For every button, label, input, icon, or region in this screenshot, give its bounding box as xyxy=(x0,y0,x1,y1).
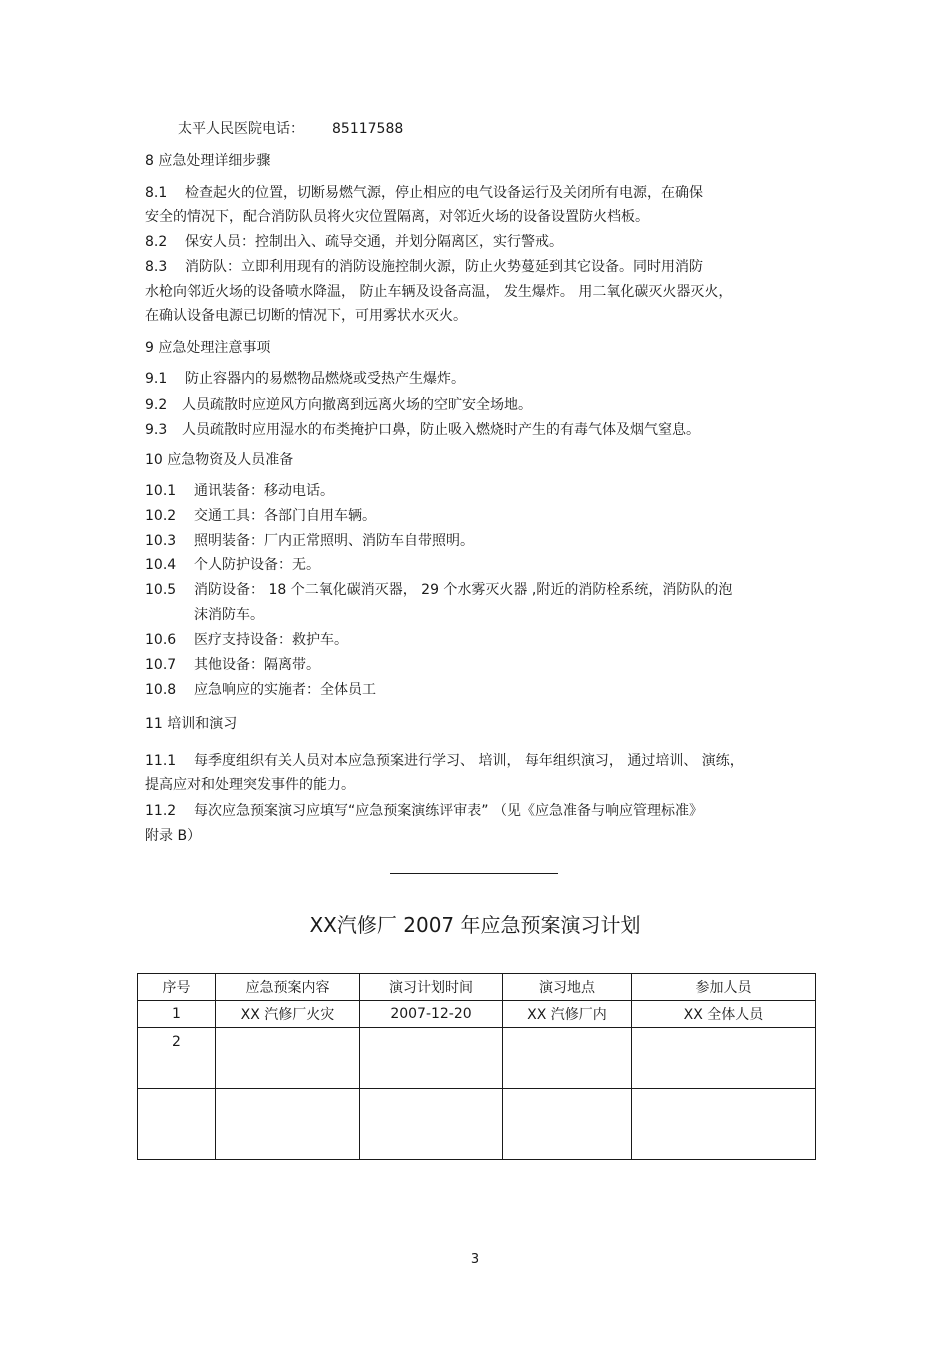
table-row xyxy=(138,1028,816,1089)
item-number: 8.3 xyxy=(145,259,168,275)
item-11-1-line-2: 提高应对和处理突发事件的能力。 xyxy=(145,777,355,793)
item-number: 10.1 xyxy=(145,483,177,499)
item-text: 其他设备：隔离带。 xyxy=(194,657,320,673)
cell-serial: 1 xyxy=(138,1001,216,1028)
item-number: 9.3 xyxy=(145,422,168,438)
header-serial: 序号 xyxy=(138,974,216,1001)
separator-rule xyxy=(390,873,558,874)
cell-time: 2007-12-20 xyxy=(360,1001,503,1028)
cell-participants xyxy=(632,1089,816,1160)
header-time: 演习计划时间 xyxy=(360,974,503,1001)
item-8-2 xyxy=(145,232,563,252)
item-10-5-line-1 xyxy=(145,580,732,600)
item-text: 医疗支持设备：救护车。 xyxy=(194,632,348,648)
cell-serial xyxy=(138,1089,216,1160)
header-content: 应急预案内容 xyxy=(216,974,360,1001)
contact-phone: 85117588 xyxy=(332,121,404,137)
item-number: 9.1 xyxy=(145,371,168,387)
item-8-3-line-1 xyxy=(145,257,703,277)
item-number: 8.2 xyxy=(145,234,168,250)
item-text: 照明装备：厂内正常照明、消防车自带照明。 xyxy=(194,533,474,549)
item-number: 10.2 xyxy=(145,508,177,524)
item-text: 人员疏散时应用湿水的布类掩护口鼻，防止吸入燃烧时产生的有毒气体及烟气窒息。 xyxy=(182,422,700,438)
drill-plan-table xyxy=(137,973,816,1160)
cell-time xyxy=(360,1089,503,1160)
item-8-1-line-2: 安全的情况下，配合消防队员将火灾位置隔离，对邻近火场的设备设置防火档板。 xyxy=(145,209,649,225)
item-number: 9.2 xyxy=(145,397,168,413)
item-text: 消防队：立即利用现有的消防设施控制火源，防止火势蔓延到其它设备。同时用消防 xyxy=(185,259,703,275)
cell-content: XX 汽修厂火灾 xyxy=(216,1001,360,1028)
item-number: 8.1 xyxy=(145,185,168,201)
page-number: 3 xyxy=(470,1252,480,1267)
section-8-heading: 8 应急处理详细步骤 xyxy=(145,153,271,169)
item-10-8 xyxy=(145,680,376,700)
cell-content xyxy=(216,1089,360,1160)
item-number: 10.5 xyxy=(145,582,177,598)
item-text: 消防设备： 18 个二氧化碳消灭器， 29 个水雾灭火器 ,附近的消防栓系统，消防队的泡 xyxy=(194,582,733,598)
item-11-2-line-2: 附录 B） xyxy=(145,828,202,844)
table-header-row xyxy=(138,974,816,1001)
item-text: 每次应急预案演习应填写“应急预案演练评审表” （见《应急准备与响应管理标准》 xyxy=(194,803,703,819)
cell-location xyxy=(503,1089,632,1160)
cell-content xyxy=(216,1028,360,1089)
header-location: 演习地点 xyxy=(503,974,632,1001)
cell-time xyxy=(360,1028,503,1089)
section-9-heading: 9 应急处理注意事项 xyxy=(145,340,271,356)
contact-label: 太平人民医院电话： xyxy=(178,121,304,137)
item-number: 10.3 xyxy=(145,533,177,549)
item-9-3 xyxy=(145,420,700,440)
plan-title: XX汽修厂 2007 年应急预案演习计划 xyxy=(309,913,641,937)
cell-location xyxy=(503,1028,632,1089)
table-row xyxy=(138,1089,816,1160)
item-text: 个人防护设备：无。 xyxy=(194,557,320,573)
item-text: 通讯装备：移动电话。 xyxy=(194,483,334,499)
table-row xyxy=(138,1001,816,1028)
item-9-2 xyxy=(145,395,532,415)
item-text: 应急响应的实施者：全体员工 xyxy=(194,682,376,698)
item-10-3 xyxy=(145,531,474,551)
contact-line xyxy=(178,119,403,139)
cell-participants xyxy=(632,1028,816,1089)
item-number: 11.2 xyxy=(145,803,177,819)
item-text: 保安人员：控制出入、疏导交通，并划分隔离区，实行警戒。 xyxy=(185,234,563,250)
item-text: 交通工具：各部门自用车辆。 xyxy=(194,508,376,524)
item-10-1 xyxy=(145,481,334,501)
item-text: 人员疏散时应逆风方向撤离到远离火场的空旷安全场地。 xyxy=(182,397,532,413)
item-number: 11.1 xyxy=(145,753,177,769)
item-10-5-line-2: 沫消防车。 xyxy=(194,607,264,623)
item-number: 10.6 xyxy=(145,632,177,648)
item-8-3-line-3: 在确认设备电源已切断的情况下，可用雾状水灭火。 xyxy=(145,308,467,324)
item-number: 10.4 xyxy=(145,557,177,573)
cell-participants: XX 全体人员 xyxy=(632,1001,816,1028)
item-number: 10.7 xyxy=(145,657,177,673)
item-8-3-line-2: 水枪向邻近火场的设备喷水降温， 防止车辆及设备高温， 发生爆炸。 用二氧化碳灭火器灭火， xyxy=(145,284,733,300)
section-11-heading: 11 培训和演习 xyxy=(145,716,238,732)
item-8-1-line-1 xyxy=(145,183,703,203)
item-11-1-line-1 xyxy=(145,751,744,771)
item-text: 防止容器内的易燃物品燃烧或受热产生爆炸。 xyxy=(185,371,465,387)
item-10-6 xyxy=(145,630,348,650)
item-10-7 xyxy=(145,655,320,675)
item-9-1 xyxy=(145,369,465,389)
section-10-heading: 10 应急物资及人员准备 xyxy=(145,452,294,468)
item-10-4 xyxy=(145,555,320,575)
cell-serial: 2 xyxy=(138,1028,216,1089)
item-text: 每季度组织有关人员对本应急预案进行学习、 培训， 每年组织演习， 通过培训、 演练， xyxy=(194,753,744,769)
header-participants: 参加人员 xyxy=(632,974,816,1001)
item-number: 10.8 xyxy=(145,682,177,698)
cell-location: XX 汽修厂内 xyxy=(503,1001,632,1028)
item-11-2-line-1 xyxy=(145,801,703,821)
item-10-2 xyxy=(145,506,376,526)
item-text: 检查起火的位置，切断易燃气源，停止相应的电气设备运行及关闭所有电源，在确保 xyxy=(185,185,703,201)
